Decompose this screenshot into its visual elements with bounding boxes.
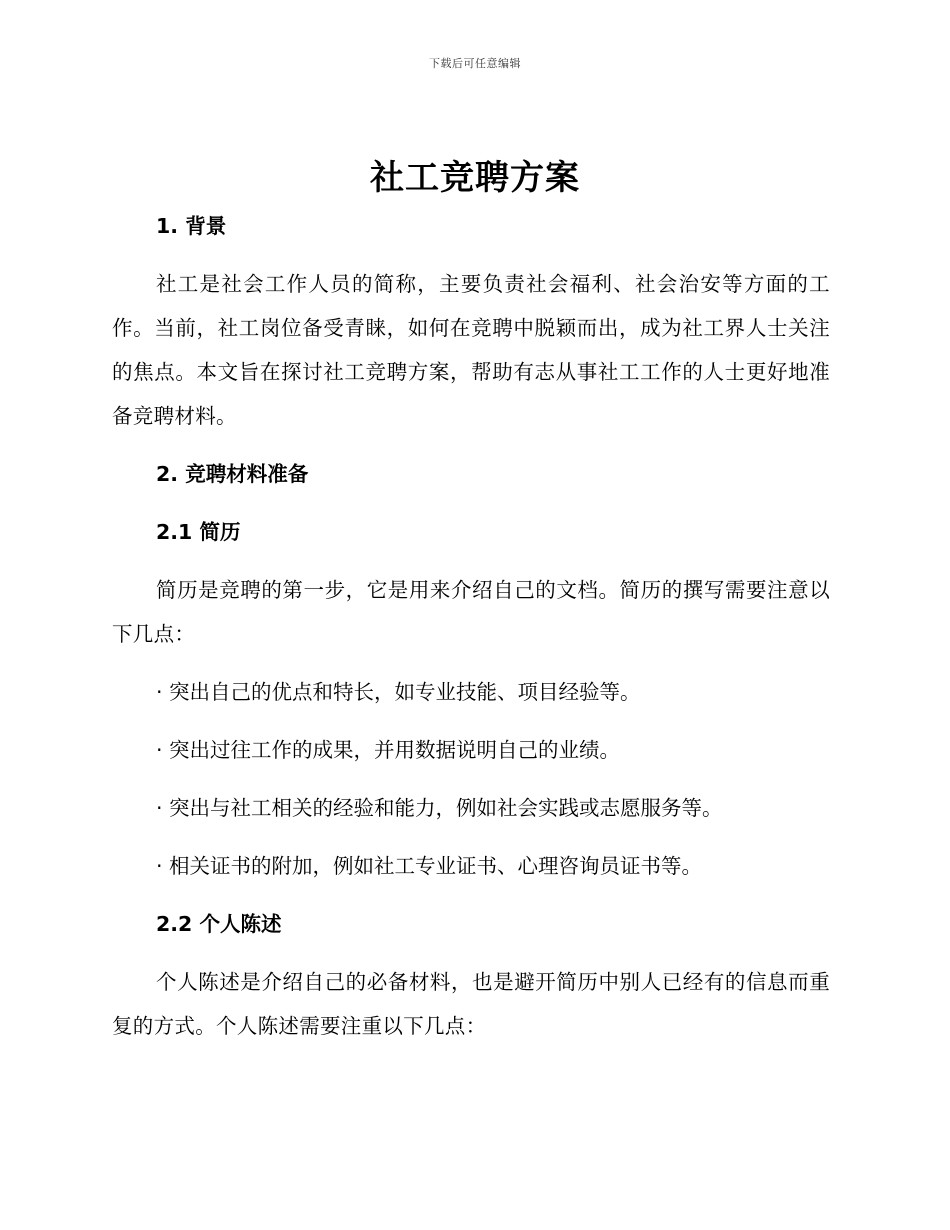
spacer: [112, 888, 830, 902]
section-heading-personal-statement: 2.2 个人陈述: [156, 912, 282, 936]
spacer: [112, 772, 830, 786]
document-title: 社工竞聘方案: [370, 158, 580, 198]
section-heading-background: 1. 背景: [156, 214, 227, 238]
page-header-note: 下载后可任意编辑: [429, 57, 521, 70]
personal-statement-paragraph: 个人陈述是介绍自己的必备材料，也是避开简历中别人已经有的信息而重复的方式。个人陈述需要注重以下几点：: [112, 970, 830, 1038]
section-heading-resume: 2.1 简历: [156, 520, 241, 544]
document-body: [112, 204, 830, 1048]
resume-paragraph: 简历是竞聘的第一步，它是用来介绍自己的文档。简历的撰写需要注意以下几点：: [112, 578, 830, 646]
background-paragraph: 社工是社会工作人员的简称，主要负责社会福利、社会治安等方面的工作。当前，社工岗位备受青睐，如何在竞聘中脱颖而出，成为社工界人士关注的焦点。本文旨在探讨社工竞聘方案，帮助有志从事社工工作的人士更好地准备竞聘材料。: [112, 272, 830, 428]
resume-bullet-item: · 突出与社工相关的经验和能力，例如社会实践或志愿服务等。: [156, 796, 723, 820]
spacer: [112, 248, 830, 262]
spacer: [112, 714, 830, 728]
resume-bullet-item: · 相关证书的附加，例如社工专业证书、心理咨询员证书等。: [156, 854, 703, 878]
spacer: [112, 496, 830, 510]
spacer: [112, 830, 830, 844]
section-heading-materials: 2. 竞聘材料准备: [156, 462, 309, 486]
spacer: [112, 438, 830, 452]
resume-bullet-item: · 突出自己的优点和特长，如专业技能、项目经验等。: [156, 680, 641, 704]
spacer: [112, 554, 830, 568]
spacer: [112, 946, 830, 960]
spacer: [112, 656, 830, 670]
resume-bullet-item: · 突出过往工作的成果，并用数据说明自己的业绩。: [156, 738, 621, 762]
